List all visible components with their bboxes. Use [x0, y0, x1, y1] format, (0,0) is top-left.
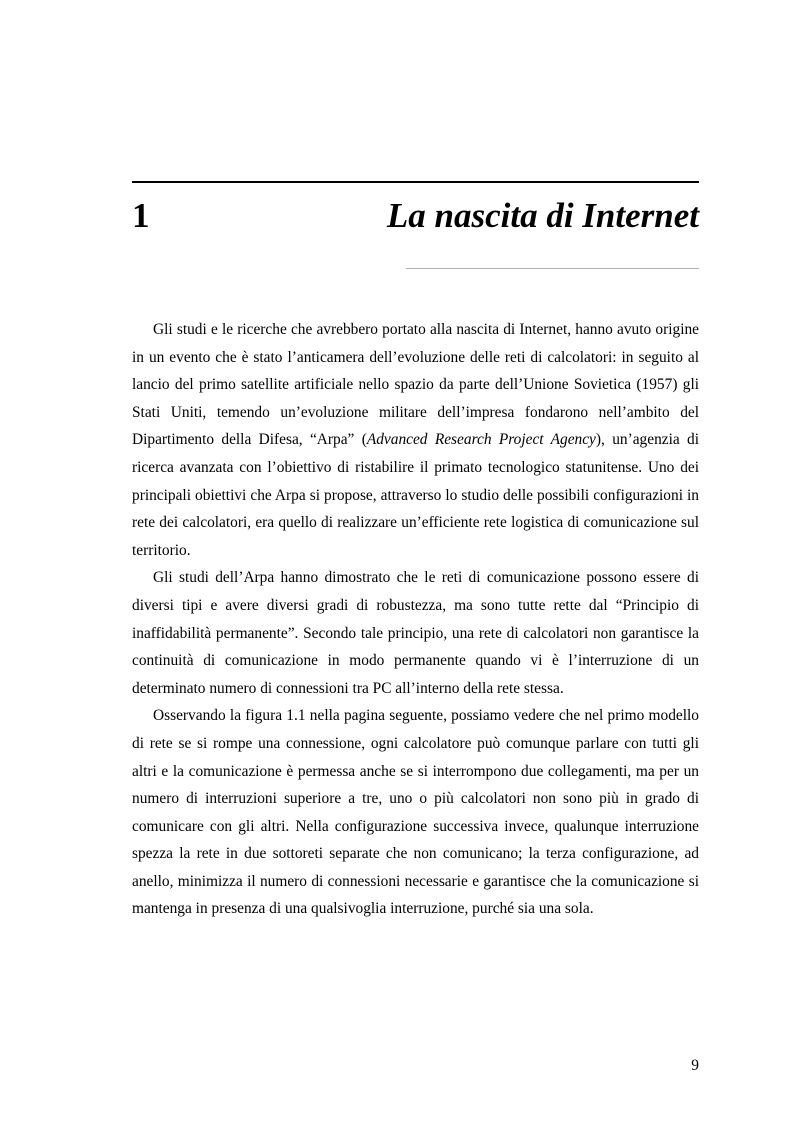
body-text: [132, 316, 699, 923]
paragraph-1-text-a: Gli studi e le ricerche che avrebbero portato alla nascita di Internet, hanno avuto origine in un evento che è stato l’anticamera dell’evoluzione delle reti di calcolatori: in seguito al lancio del primo satellite artificiale nello spazio da parte dell’Unione Sovietica (1957) gli Stati Uniti, temendo un’evoluzione militare dell’impresa fondarono nell’ambito del Dipartimento della Difesa, “Arpa” (: [132, 321, 699, 449]
chapter-number: 1: [132, 196, 150, 235]
page-number: 9: [691, 1057, 699, 1074]
chapter-heading: [132, 194, 699, 242]
chapter-top-rule: [132, 181, 699, 183]
chapter-title: La nascita di Internet: [386, 196, 699, 235]
chapter-bottom-rule: [406, 268, 699, 269]
paragraph-2: Gli studi dell’Arpa hanno dimostrato che le reti di comunicazione possono essere di diversi tipi e avere diversi gradi di robustezza, ma sono tutte rette dal “Principio di inaffidabilità permanente”. Secondo tale principio, una rete di calcolatori non garantisce la continuità di comunicazione in modo permanente quando vi è l’interruzione di un determinato numero di connessioni tra PC all’interno della rete stessa.: [132, 569, 699, 697]
document-page: [132, 0, 699, 1123]
paragraph-1: [132, 316, 699, 564]
paragraph-1-text-b: ), un’agenzia di ricerca avanzata con l’obiettivo di ristabilire il primato tecnologico statunitense. Uno dei principali obiettivi che Arpa si propose, attraverso lo studio delle possibili configurazioni in rete dei calcolatori, era quello di realizzare un’efficiente rete logistica di comunicazione sul territorio.: [132, 431, 699, 559]
paragraph-3: Osservando la figura 1.1 nella pagina seguente, possiamo vedere che nel primo modello di rete se si rompe una connessione, ogni calcolatore può comunque parlare con tutti gli altri e la comunicazione è permessa anche se si interrompono due collegamenti, ma per un numero di interruzioni superiore a tre, uno o più calcolatori non sono più in grado di comunicare con gli altri. Nella configurazione successiva invece, qualunque interruzione spezza la rete in due sottoreti separate che non comunicano; la terza configurazione, ad anello, minimizza il numero di connessioni necessarie e garantisce che la comunicazione si mantenga in presenza di una qualsivoglia interruzione, purché sia una sola.: [132, 707, 699, 918]
paragraph-1-italic-term: Advanced Research Project Agency: [366, 431, 596, 449]
